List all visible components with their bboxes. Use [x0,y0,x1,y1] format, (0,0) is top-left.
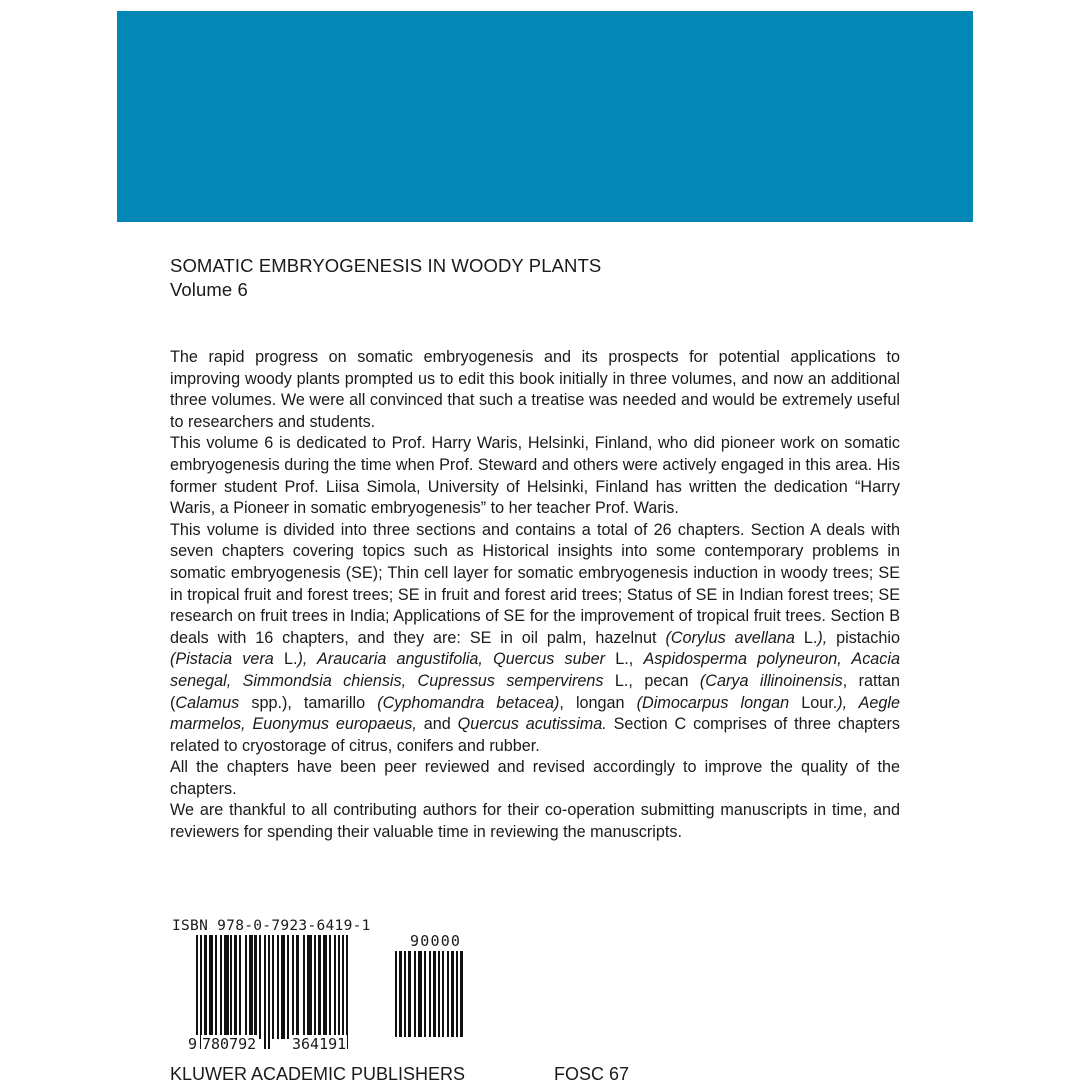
barcode-bar [342,935,344,1049]
barcode-bar [307,935,312,1039]
barcode-bar [429,951,431,1037]
italic-run: Aspidosperma polyneuron, Acacia senegal, Simmondsia chiensis, Cupressus sempervirens [170,650,900,690]
italic-run: Quercus acutissima. [457,715,607,734]
barcode-bar [323,935,327,1039]
text-run: pistachio [827,628,900,647]
barcode-bar [264,935,266,1049]
italic-run: Calamus [175,693,240,712]
barcode-bar [451,951,454,1037]
barcode-bar [408,951,411,1037]
barcode-bar [303,935,305,1039]
italic-run: (Dimocarpus longan [636,693,802,712]
barcode-bar [314,935,316,1039]
barcode-bar [296,935,299,1039]
barcode-bar [438,951,440,1037]
barcode-bar [254,935,257,1039]
barcode-bar [338,935,340,1039]
barcode-bar [399,951,402,1037]
text-run: , rattan ( [170,671,900,712]
text-run: L., pecan [614,671,700,690]
blurb [170,347,900,844]
barcode-bar [414,951,416,1037]
barcode-bar [277,935,279,1039]
italic-run: ), Araucaria angustifolia, Quercus suber [297,650,616,669]
text-run: Lour. [801,693,838,712]
blurb-paragraph-2: This volume 6 is dedicated to Prof. Harry Waris, Helsinki, Finland, who did pioneer work on somatic embryogenesis during the time when Prof. Steward and others were actively engaged in this area. His former student Prof. Liisa Simola, University of Helsinki, Finland has written the dedication “Harry Waris, a Pioneer in somatic embryogenesis” to her teacher Prof. Waris. [170,434,900,518]
barcode-bar [234,935,237,1039]
italic-run: ), Aegle marmelos, Euonymus europaeus, [170,693,900,734]
barcode-bar [460,951,463,1037]
text-run: This volume is divided into three sections and contains a total of 26 chapters. Section A deals with seven chapters covering topics such as Historical insights into some contemporary problems in somatic embryogenesis (SE); Thin cell layer for somatic embryogenesis induction in woody trees; SE in tropical fruit and forest trees; SE in fruit and forest arid trees; Status of SE in Indian forest trees; SE research on fruit trees in India; Applications of SE for the improvement of tropical fruit trees. Section B deals with 16 chapters, and they are: SE in oil palm, hazelnut [170,520,900,647]
blurb-paragraph-1: The rapid progress on somatic embryogenesis and its prospects for potential applications to improving woody plants prompted us to edit this book initially in three volumes, and now an additional three volumes. We were all convinced that such a treatise was needed and would be extremely useful to researchers and students. [170,348,900,431]
italic-run: (Pistacia vera [170,650,285,669]
text-run: , longan [559,693,637,712]
barcode-bar [245,935,247,1039]
text-run: and [416,715,458,734]
blurb-paragraph-3 [170,520,900,758]
barcode-bar [196,935,198,1049]
italic-run: (Carya illinoinensis [699,671,843,690]
series-code: FOSC 67 [554,1064,630,1084]
text-run: Section C comprises of three chapters related to cryostorage of citrus, conifers and rubber. [170,715,901,755]
text-run: L. [284,650,298,669]
book-volume: Volume 6 [170,279,248,300]
barcode-bar [220,935,222,1039]
barcode-bar [346,935,348,1049]
text-run: spp.), tamarillo [239,693,378,712]
barcode-bar [424,951,426,1037]
barcode-bar [292,935,294,1039]
barcode-bar [209,935,213,1039]
text-run: L., [615,650,644,669]
barcode-bar [268,935,270,1049]
barcode-bar [224,935,229,1039]
barcode-digits-left: 780792 [202,1035,257,1053]
barcode-bar [249,935,253,1039]
publisher: KLUWER ACADEMIC PUBLISHERS [170,1064,466,1084]
barcode-bar [404,951,406,1037]
blurb-paragraph-5: We are thankful to all contributing authors for their co-operation submitting manuscripts in time, and reviewers for spending their valuable time in reviewing the manuscripts. [170,801,900,842]
blurb-paragraph-4: All the chapters have been peer reviewed and revised accordingly to improve the quality of the chapters. [170,758,900,798]
barcode-bar [433,951,436,1037]
barcode-digits-right: 364191 [292,1035,347,1053]
barcode-digit-lead: 9 [188,1035,198,1053]
barcode-bar [442,951,444,1037]
barcode-bar [281,935,285,1039]
isbn-label: ISBN 978-0-7923-6419-1 [172,918,371,934]
text-run: L. [803,628,818,647]
barcode-bar [395,951,397,1037]
barcode-bar [287,935,289,1039]
italic-run: ), [817,628,828,647]
barcode-bar [447,951,449,1037]
barcode-bar [418,951,422,1037]
addon-barcode [395,951,485,1037]
italic-run: (Cyphomandra betacea) [377,693,560,712]
barcode-addon-number: 90000 [410,932,462,950]
barcode-bar [272,935,274,1039]
barcode-bar [215,935,217,1039]
barcode-bar [318,935,321,1039]
barcode-bar [456,951,458,1037]
barcode-bar [230,935,232,1039]
book-title: SOMATIC EMBRYOGENESIS IN WOODY PLANTS [170,255,602,276]
barcode-bar [200,935,202,1049]
barcode-bar [334,935,336,1039]
cover-banner [117,11,973,222]
barcode-bar [204,935,207,1039]
barcode-bar [259,935,261,1039]
barcode-bar [239,935,241,1039]
italic-run: (Corylus avellana [665,628,804,647]
title-block [170,254,601,302]
barcode-bar [329,935,331,1039]
